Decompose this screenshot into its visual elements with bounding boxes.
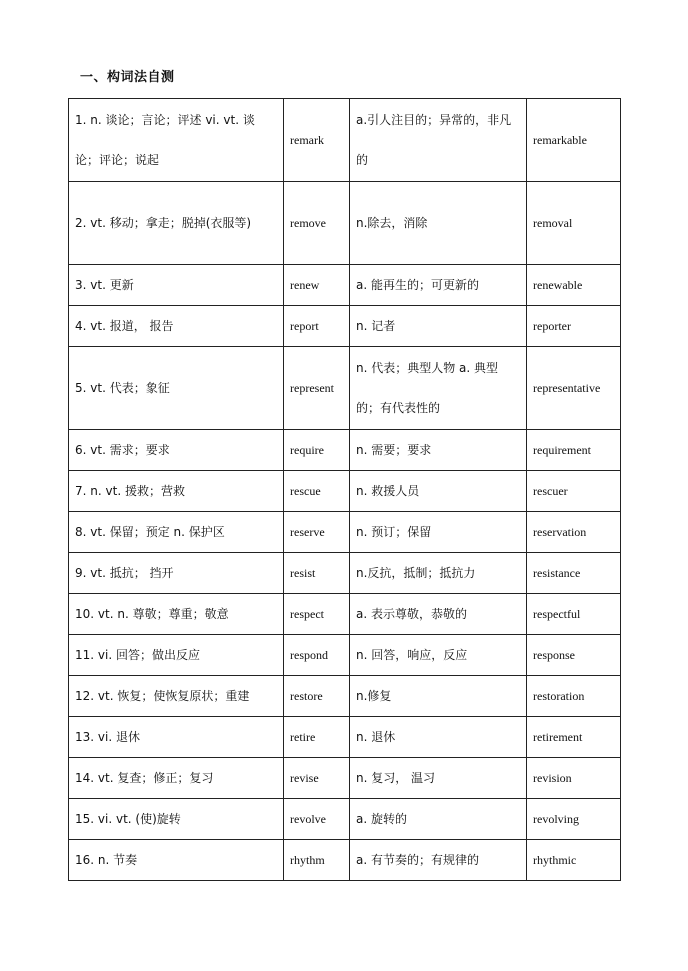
meaning-text: vi. 回答；做出反应 <box>97 648 200 662</box>
meaning-cell <box>69 799 284 840</box>
meaning-text: vt. 复查；修正；复习 <box>97 771 214 785</box>
meaning-text: vt. 需求；要求 <box>90 443 170 457</box>
meaning-text: vt. 保留；预定 n. 保护区 <box>90 525 225 539</box>
meaning-cell <box>69 265 284 306</box>
derived-meaning-cell: n. 代表；典型人物 a. 典型的；有代表性的 <box>350 347 527 430</box>
word-cell: remove <box>284 182 350 265</box>
row-number: 16. <box>75 853 95 867</box>
word-cell: resist <box>284 553 350 594</box>
table-row <box>69 306 621 347</box>
meaning-cell <box>69 306 284 347</box>
word-cell: respond <box>284 635 350 676</box>
meaning-text: n. 节奏 <box>97 853 138 867</box>
word-cell: renew <box>284 265 350 306</box>
vocab-table <box>68 98 621 881</box>
table-row <box>69 265 621 306</box>
word-cell: reserve <box>284 512 350 553</box>
meaning-text: vt. 报道， 报告 <box>90 319 174 333</box>
word-cell: rescue <box>284 471 350 512</box>
row-number: 15. <box>75 812 95 826</box>
word-cell: report <box>284 306 350 347</box>
table-row <box>69 840 621 881</box>
derived-meaning-cell: a. 表示尊敬，恭敬的 <box>350 594 527 635</box>
meaning-cell <box>69 99 284 182</box>
row-number: 4. <box>75 319 87 333</box>
derived-meaning-cell: n.反抗，抵制；抵抗力 <box>350 553 527 594</box>
meaning-cell <box>69 430 284 471</box>
table-row <box>69 799 621 840</box>
derived-word-cell: resistance <box>527 553 621 594</box>
table-row <box>69 553 621 594</box>
derived-word-cell: reservation <box>527 512 621 553</box>
derived-word-cell: requirement <box>527 430 621 471</box>
meaning-cell <box>69 676 284 717</box>
word-cell: restore <box>284 676 350 717</box>
row-number: 7. <box>75 484 87 498</box>
word-cell: revolve <box>284 799 350 840</box>
derived-meaning-cell: n. 复习， 温习 <box>350 758 527 799</box>
row-number: 14. <box>75 771 95 785</box>
row-number: 13. <box>75 730 95 744</box>
word-cell: revise <box>284 758 350 799</box>
table-row <box>69 594 621 635</box>
row-number: 5. <box>75 381 87 395</box>
meaning-cell <box>69 512 284 553</box>
derived-meaning-cell: n. 退休 <box>350 717 527 758</box>
table-row <box>69 717 621 758</box>
derived-meaning-cell: n. 预订；保留 <box>350 512 527 553</box>
table-row <box>69 635 621 676</box>
meaning-text: vt. 恢复；使恢复原状；重建 <box>97 689 250 703</box>
word-cell: remark <box>284 99 350 182</box>
row-number: 2. <box>75 216 87 230</box>
derived-meaning-cell: n. 救援人员 <box>350 471 527 512</box>
row-number: 10. <box>75 607 95 621</box>
derived-word-cell: response <box>527 635 621 676</box>
meaning-text: n. vt. 援救；营救 <box>90 484 185 498</box>
derived-meaning-cell: a. 有节奏的；有规律的 <box>350 840 527 881</box>
word-cell: represent <box>284 347 350 430</box>
table-row <box>69 99 621 182</box>
derived-meaning-cell: n. 需要；要求 <box>350 430 527 471</box>
derived-meaning-cell: a. 能再生的；可更新的 <box>350 265 527 306</box>
row-number: 1. <box>75 113 87 127</box>
derived-word-cell: reporter <box>527 306 621 347</box>
table-row <box>69 512 621 553</box>
word-cell: rhythm <box>284 840 350 881</box>
meaning-text: vt. 更新 <box>90 278 134 292</box>
meaning-text: vi. vt. (使)旋转 <box>97 812 181 826</box>
meaning-text: vi. 退休 <box>97 730 140 744</box>
meaning-text: vt. n. 尊敬；尊重；敬意 <box>97 607 229 621</box>
meaning-cell <box>69 717 284 758</box>
meaning-cell <box>69 182 284 265</box>
row-number: 8. <box>75 525 87 539</box>
derived-word-cell: removal <box>527 182 621 265</box>
derived-meaning-cell: n. 回答，响应，反应 <box>350 635 527 676</box>
table-row <box>69 182 621 265</box>
word-cell: require <box>284 430 350 471</box>
meaning-cell <box>69 594 284 635</box>
table-row <box>69 758 621 799</box>
meaning-cell <box>69 635 284 676</box>
word-cell: retire <box>284 717 350 758</box>
derived-word-cell: rescuer <box>527 471 621 512</box>
row-number: 11. <box>75 648 95 662</box>
table-row <box>69 347 621 430</box>
derived-word-cell: retirement <box>527 717 621 758</box>
table-row <box>69 430 621 471</box>
derived-word-cell: remarkable <box>527 99 621 182</box>
derived-word-cell: rhythmic <box>527 840 621 881</box>
meaning-text: vt. 代表；象征 <box>90 381 170 395</box>
meaning-cell <box>69 553 284 594</box>
meaning-cell <box>69 471 284 512</box>
derived-word-cell: restoration <box>527 676 621 717</box>
derived-meaning-cell: n.除去，消除 <box>350 182 527 265</box>
row-number: 3. <box>75 278 87 292</box>
table-row <box>69 676 621 717</box>
row-number: 9. <box>75 566 87 580</box>
table-row <box>69 471 621 512</box>
section-heading: 一、构词法自测 <box>80 70 175 85</box>
derived-meaning-cell: n. 记者 <box>350 306 527 347</box>
derived-word-cell: renewable <box>527 265 621 306</box>
derived-word-cell: representative <box>527 347 621 430</box>
meaning-text: n. 谈论；言论；评述 vi. vt. 谈论；评论；说起 <box>75 113 255 167</box>
meaning-cell <box>69 840 284 881</box>
row-number: 6. <box>75 443 87 457</box>
meaning-text: vt. 移动；拿走；脱掉(衣服等) <box>90 216 252 230</box>
derived-meaning-cell: a.引人注目的；异常的，非凡的 <box>350 99 527 182</box>
derived-meaning-cell: a. 旋转的 <box>350 799 527 840</box>
derived-meaning-cell: n.修复 <box>350 676 527 717</box>
word-cell: respect <box>284 594 350 635</box>
meaning-cell <box>69 347 284 430</box>
derived-word-cell: revision <box>527 758 621 799</box>
row-number: 12. <box>75 689 95 703</box>
meaning-text: vt. 抵抗； 挡开 <box>90 566 174 580</box>
meaning-cell <box>69 758 284 799</box>
derived-word-cell: respectful <box>527 594 621 635</box>
derived-word-cell: revolving <box>527 799 621 840</box>
